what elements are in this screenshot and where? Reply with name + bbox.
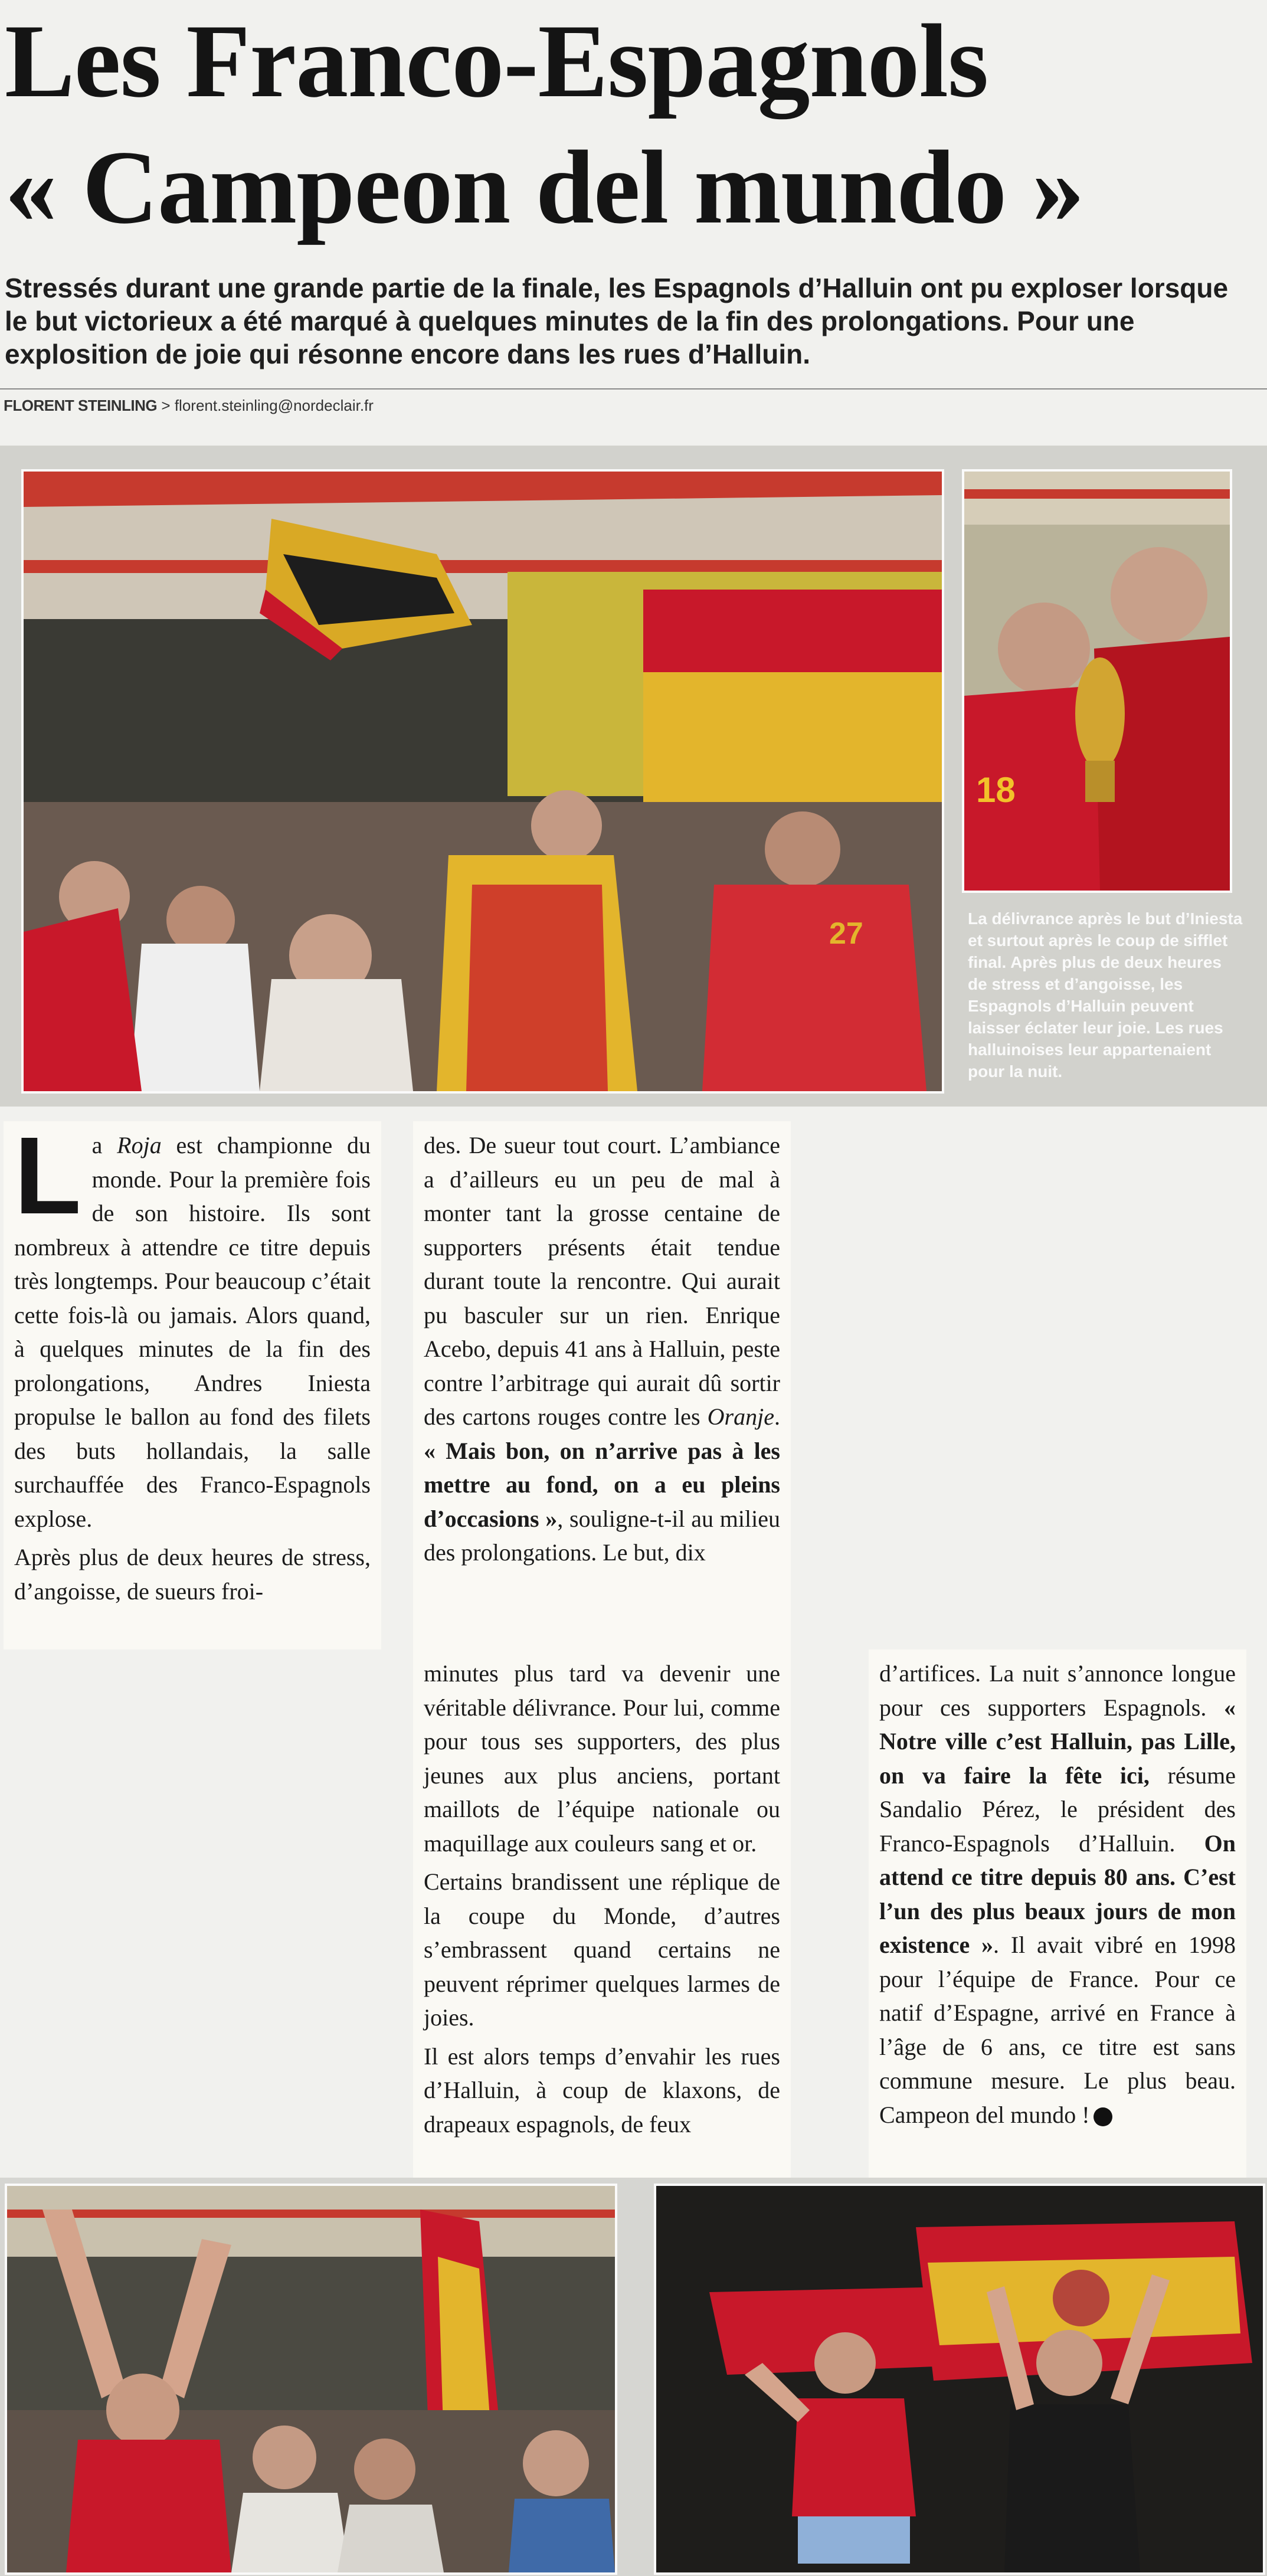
headline-line-1: Les Franco-Espagnols (5, 2, 988, 119)
article-paragraph-5: Certains brandissent une réplique de la coupe du Monde, d’autres s’embrassent quand certains ne peuvent réprimer quelques larmes de joies. (424, 1868, 780, 2031)
photo-street-celebration-image (656, 2186, 1263, 2572)
text-run-italic: Roja (117, 1132, 162, 1158)
byline-author: FLORENT STEINLING (4, 397, 158, 414)
byline-email[interactable]: florent.steinling@nordeclair.fr (174, 397, 374, 414)
text-run: a (91, 1132, 117, 1158)
photo-street-celebration (654, 2184, 1265, 2575)
photo-supporters-hall (21, 469, 944, 1094)
photo-trophy-kiss (962, 469, 1232, 893)
article-paragraph-3 (424, 1128, 780, 1570)
quote-perez-1: « Notre ville c’est Halluin, pas Lille, on va faire la fête ici, (879, 1694, 1236, 1789)
end-bullet-icon (1094, 2107, 1112, 2126)
photo-trophy-kiss-image (964, 472, 1230, 891)
quote-perez-2: On attend ce titre depuis 80 ans. C’est l’un des plus beaux jours de mon existence » (879, 1829, 1236, 1958)
text-run: , souligne-t-il au milieu des prolongations. Le but, dix (424, 1505, 780, 1566)
article-column-2 (413, 1121, 791, 1649)
article-paragraph-7 (879, 1657, 1236, 2132)
dropcap: L (14, 1115, 81, 1237)
article-paragraph-6: Il est alors temps d’envahir les rues d’Halluin, à coup de klaxons, de drapeaux espagnols, de feux (424, 2043, 780, 2138)
text-run-italic: Oranje (707, 1403, 774, 1430)
article-paragraph-1 (14, 1115, 371, 1536)
article-column-1 (4, 1115, 381, 1649)
photo-celebration-hall-image (7, 2186, 615, 2572)
standfirst: Stressés durant une grande partie de la finale, les Espagnols d’Halluin ont pu exploser lorsque le but victorieux a été marqué à quelques minutes de la fin des prolongations. Pour une explosition de joie qui résonne encore dans les rues d’Halluin. (5, 273, 1229, 369)
text-run: . (774, 1403, 780, 1430)
photo-supporters-hall-image (24, 472, 942, 1091)
jersey-number-27: 27 (829, 917, 863, 951)
jersey-number-18: 18 (976, 770, 1016, 810)
text-run: d’artifices. La nuit s’annonce longue pour ces supporters Espagnols. (879, 1660, 1236, 1721)
text-run: des. De sueur tout court. L’ambiance a d’ailleurs eu un peu de mal à monter tant la grosse centaine de supporters présents était tendue durant toute la rencontre. Qui aurait pu basculer sur un rien. Enrique Acebo, depuis 41 ans à Halluin, peste contre l’arbitrage qui aurait dû sortir des cartons rouges contre les (424, 1132, 780, 1430)
text-run: est championne du monde. Pour la première fois de son histoire. Ils sont nombreux à attendre ce titre depuis très longtemps. Pour beaucoup c’était cette fois-là ou jamais. Alors quand, à quelques minutes de la fin des prolongations, Andres Iniesta propulse le ballon au fond des filets des buts hollandais, la salle surchauffée des Franco-Espagnols explose. (14, 1132, 371, 1532)
byline (4, 397, 374, 415)
quote-acebo: « Mais bon, on n’arrive pas à les mettre au fond, on a eu pleins d’occasions » (424, 1437, 780, 1532)
photo-celebration-hall (5, 2184, 617, 2575)
article-column-4 (869, 1649, 1246, 2178)
photo-caption: La délivrance après le but d’Iniesta et surtout après le coup de sifflet final. Après plus de deux heures de stress et d’angoisse, les Espagnols d’Halluin peuvent laisser éclater leur joie. Les rues halluinoises leur appartenaient pour la nuit. (968, 909, 1243, 1081)
text-run: résume Sandalio Pérez, le président des Franco-Espagnols d’Halluin. (879, 1762, 1236, 1857)
article-column-3 (413, 1649, 791, 2178)
header-rule (0, 388, 1267, 389)
text-run: . Il avait vibré en 1998 pour l’équipe de France. Pour ce natif d’Espagne, arrivé en France à l’âge de 6 ans, ce titre est sans commune mesure. Le plus beau. Campeon del mundo ! (879, 1932, 1236, 2128)
byline-separator: > (161, 397, 171, 414)
article-paragraph-4: minutes plus tard va devenir une véritable délivrance. Pour lui, comme pour tous ses supporters, des plus jeunes aux plus anciens, portant maillots de l’équipe nationale ou maquillage aux couleurs sang et or. (424, 1660, 780, 1857)
article-paragraph-2: Après plus de deux heures de stress, d’angoisse, de sueurs froi- (14, 1544, 371, 1605)
headline-line-2: « Campeon del mundo » (5, 129, 1084, 246)
